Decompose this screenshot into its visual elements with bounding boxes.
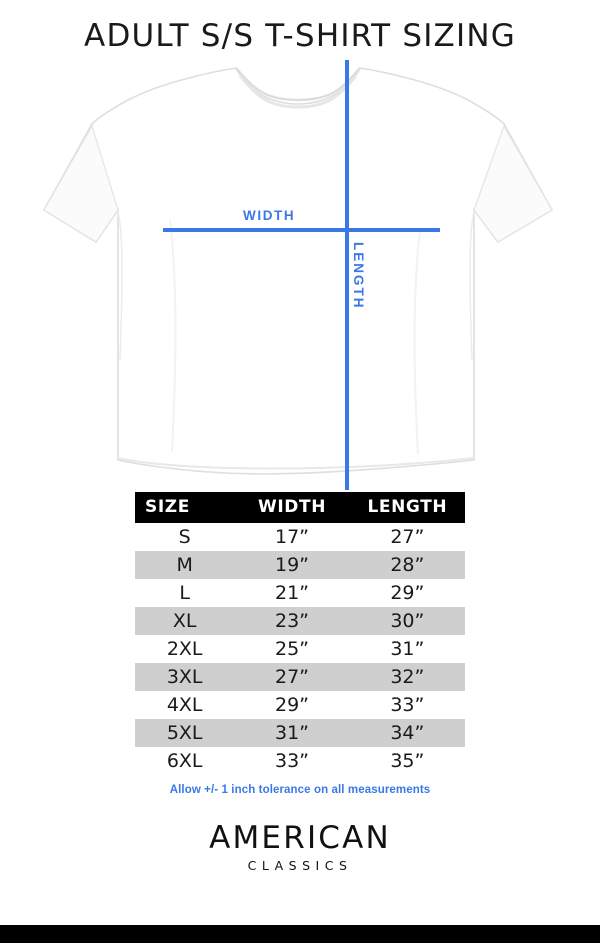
cell-width: 27” <box>234 663 349 691</box>
cell-length: 28” <box>350 551 465 579</box>
cell-width: 33” <box>234 747 349 775</box>
cell-width: 23” <box>234 607 349 635</box>
size-chart <box>135 492 465 796</box>
cell-size: 4XL <box>135 691 234 719</box>
page-title: ADULT S/S T-SHIRT SIZING <box>84 18 516 54</box>
brand-tagline: CLASSICS <box>247 858 353 873</box>
cell-size: 6XL <box>135 747 234 775</box>
tolerance-note: Allow +/- 1 inch tolerance on all measurements <box>169 784 431 796</box>
size-table <box>135 492 465 775</box>
table-row <box>135 579 465 607</box>
cell-width: 31” <box>234 719 349 747</box>
table-row <box>135 607 465 635</box>
cell-size: S <box>135 523 234 551</box>
cell-length: 31” <box>350 635 465 663</box>
cell-width: 25” <box>234 635 349 663</box>
brand-name: AMERICAN <box>209 820 391 856</box>
table-header-row <box>135 492 465 523</box>
cell-length: 27” <box>350 523 465 551</box>
table-row <box>135 663 465 691</box>
brand-logo <box>0 820 600 873</box>
table-row <box>135 523 465 551</box>
cell-size: XL <box>135 607 234 635</box>
table-row <box>135 691 465 719</box>
column-header-size: SIZE <box>135 492 234 523</box>
cell-width: 29” <box>234 691 349 719</box>
cell-width: 21” <box>234 579 349 607</box>
cell-length: 33” <box>350 691 465 719</box>
cell-size: L <box>135 579 234 607</box>
cell-size: 3XL <box>135 663 234 691</box>
table-row <box>135 551 465 579</box>
footer-bar <box>0 925 600 943</box>
cell-length: 35” <box>350 747 465 775</box>
cell-length: 32” <box>350 663 465 691</box>
cell-width: 17” <box>234 523 349 551</box>
cell-width: 19” <box>234 551 349 579</box>
tshirt-illustration-svg <box>0 60 600 490</box>
table-row <box>135 635 465 663</box>
cell-size: M <box>135 551 234 579</box>
cell-length: 30” <box>350 607 465 635</box>
column-header-width: WIDTH <box>234 492 349 523</box>
cell-length: 29” <box>350 579 465 607</box>
cell-size: 2XL <box>135 635 234 663</box>
cell-length: 34” <box>350 719 465 747</box>
table-row <box>135 747 465 775</box>
cell-size: 5XL <box>135 719 234 747</box>
length-label: LENGTH <box>351 242 366 310</box>
width-label: WIDTH <box>243 208 296 223</box>
tshirt-shape <box>44 68 552 474</box>
column-header-length: LENGTH <box>350 492 465 523</box>
tshirt-diagram <box>0 60 600 490</box>
table-row <box>135 719 465 747</box>
